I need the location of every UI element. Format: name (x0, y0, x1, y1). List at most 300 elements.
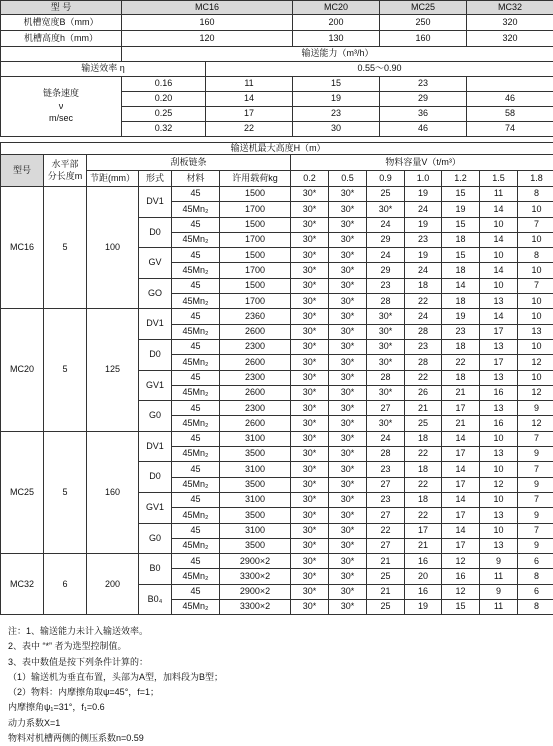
max-height: 16 (405, 554, 442, 569)
max-height: 27 (367, 508, 405, 523)
allowable-load: 2900×2 (220, 584, 291, 599)
material: 45Mn₂ (172, 447, 220, 462)
max-height: 10 (480, 523, 518, 538)
efficiency-row (1, 62, 553, 77)
allowable-load: 2600 (220, 385, 291, 400)
max-height: 14 (480, 309, 518, 324)
capacity-value: 58 (467, 107, 553, 122)
capacity-value: 11 (206, 77, 293, 92)
allowable-load: 3300×2 (220, 600, 291, 615)
max-height: 6 (518, 554, 553, 569)
max-height: 30* (329, 431, 367, 446)
horizontal-length: 5 (44, 309, 87, 431)
max-height: 17 (442, 401, 480, 416)
max-height: 8 (518, 600, 553, 615)
max-height: 10 (518, 309, 553, 324)
data-row (1, 554, 553, 569)
max-height: 12 (442, 584, 480, 599)
top-table-body (1, 1, 553, 137)
max-height: 30* (329, 447, 367, 462)
max-height: 30* (291, 492, 329, 507)
max-height: 30* (291, 569, 329, 584)
max-height: 12 (518, 416, 553, 431)
max-height: 11 (480, 569, 518, 584)
material: 45Mn₂ (172, 385, 220, 400)
max-height: 30* (329, 569, 367, 584)
spec-label: 机槽高度h（mm） (1, 31, 122, 47)
max-height: 23 (405, 339, 442, 354)
blank-cell (1, 47, 122, 62)
material: 45Mn₂ (172, 538, 220, 553)
max-height: 28 (405, 324, 442, 339)
max-height: 14 (442, 431, 480, 446)
max-height: 23 (405, 232, 442, 247)
allowable-load: 1500 (220, 278, 291, 293)
max-height: 30* (367, 385, 405, 400)
capacity-value: 15 (293, 77, 380, 92)
max-height: 19 (442, 202, 480, 217)
chain-form: GV1 (139, 370, 172, 401)
max-height: 15 (442, 217, 480, 232)
max-height: 30* (291, 523, 329, 538)
horizontal-length: 6 (44, 554, 87, 615)
max-height-table (0, 142, 553, 615)
pitch-title: 节距(mm） (87, 171, 139, 187)
max-height: 30* (329, 385, 367, 400)
max-height: 30* (329, 416, 367, 431)
chain-form: DV1 (139, 431, 172, 462)
spec-value: 120 (122, 31, 293, 47)
material: 45 (172, 554, 220, 569)
material: 45 (172, 584, 220, 599)
scraper-chain-title: 刮板链条 (87, 155, 291, 171)
max-height: 25 (367, 187, 405, 202)
chain-form: B0₄ (139, 584, 172, 615)
max-height: 30* (291, 416, 329, 431)
max-height: 25 (405, 416, 442, 431)
allowable-load: 3500 (220, 477, 291, 492)
max-height: 15 (442, 248, 480, 263)
capacity-value: 14 (206, 92, 293, 107)
max-height: 10 (518, 232, 553, 247)
max-height: 30* (329, 278, 367, 293)
capacity-value: 23 (380, 77, 467, 92)
max-height: 30* (291, 554, 329, 569)
note-line: 注：1、输送能力未计入输送效率。 (8, 624, 223, 639)
max-height: 29 (367, 263, 405, 278)
max-height: 7 (518, 492, 553, 507)
max-height: 16 (442, 569, 480, 584)
max-height: 18 (405, 492, 442, 507)
max-height: 30* (291, 187, 329, 202)
max-height: 17 (442, 538, 480, 553)
max-height: 9 (518, 401, 553, 416)
max-height: 30* (329, 263, 367, 278)
max-height: 19 (442, 309, 480, 324)
max-height: 28 (405, 355, 442, 370)
max-height: 29 (367, 232, 405, 247)
max-height: 18 (405, 462, 442, 477)
max-height: 13 (480, 401, 518, 416)
max-height: 17 (442, 447, 480, 462)
allowable-load: 1500 (220, 187, 291, 202)
model-name: MC32 (1, 554, 44, 615)
max-height: 30* (329, 294, 367, 309)
max-height: 13 (480, 294, 518, 309)
max-height: 18 (442, 232, 480, 247)
max-height: 21 (405, 401, 442, 416)
max-height: 30* (291, 508, 329, 523)
max-height: 30* (367, 202, 405, 217)
material-capacity-title: 物料容量V（t/m³） (291, 155, 553, 171)
chain-form: G0 (139, 523, 172, 554)
max-height: 9 (518, 447, 553, 462)
max-height: 11 (480, 600, 518, 615)
max-height: 30* (329, 554, 367, 569)
max-height: 17 (442, 477, 480, 492)
max-height: 30* (367, 355, 405, 370)
capacity-value (467, 77, 553, 92)
allowable-load: 1500 (220, 217, 291, 232)
pitch-value: 200 (87, 554, 139, 615)
max-height: 13 (480, 447, 518, 462)
max-height: 24 (405, 309, 442, 324)
max-height: 16 (405, 584, 442, 599)
max-height: 21 (367, 554, 405, 569)
capacity-value: 36 (380, 107, 467, 122)
speed-value: 0.20 (122, 92, 206, 107)
max-height: 24 (405, 202, 442, 217)
max-height: 30* (291, 385, 329, 400)
max-height: 30* (367, 324, 405, 339)
spec-value: 320 (467, 31, 553, 47)
max-height: 19 (405, 248, 442, 263)
model-header: 型 号 (1, 1, 122, 15)
max-height: 10 (518, 202, 553, 217)
spec-row (1, 15, 553, 31)
model-name: MC25 (1, 431, 44, 553)
max-height: 22 (405, 508, 442, 523)
allowable-load: 3100 (220, 523, 291, 538)
max-height: 7 (518, 462, 553, 477)
note-line: 内摩擦角ψ₁=31°，f₁=0.6 (8, 700, 223, 715)
chain-form: B0 (139, 554, 172, 585)
height-title: 输送机最大高度H（m） (1, 143, 553, 155)
material: 45Mn₂ (172, 477, 220, 492)
spec-value: 250 (380, 15, 467, 31)
max-height: 30* (329, 324, 367, 339)
capacity-value: 17 (206, 107, 293, 122)
max-height: 23 (367, 492, 405, 507)
max-height: 30* (291, 401, 329, 416)
speed-label-line: ν (1, 102, 121, 111)
max-height: 8 (518, 187, 553, 202)
max-height: 30* (291, 584, 329, 599)
max-height: 27 (367, 401, 405, 416)
chain-form: D0 (139, 462, 172, 493)
max-height: 19 (405, 187, 442, 202)
allowable-load: 2300 (220, 401, 291, 416)
max-height: 23 (367, 462, 405, 477)
allowable-load: 3500 (220, 447, 291, 462)
max-height: 28 (367, 370, 405, 385)
max-height: 12 (442, 554, 480, 569)
max-height: 10 (518, 263, 553, 278)
max-height: 10 (518, 339, 553, 354)
max-height: 22 (405, 477, 442, 492)
max-height: 24 (367, 248, 405, 263)
max-height: 30* (291, 263, 329, 278)
height-title-row (1, 143, 553, 155)
allowable-load: 3500 (220, 508, 291, 523)
material: 45Mn₂ (172, 294, 220, 309)
material: 45Mn₂ (172, 232, 220, 247)
max-height: 30* (291, 324, 329, 339)
allowable-load: 2600 (220, 355, 291, 370)
allowable-load: 1500 (220, 248, 291, 263)
max-height: 30* (329, 339, 367, 354)
max-height: 15 (442, 600, 480, 615)
max-height: 21 (405, 538, 442, 553)
spec-value: 160 (380, 31, 467, 47)
max-height: 10 (480, 462, 518, 477)
form-title: 形式 (139, 171, 172, 187)
max-height: 22 (442, 355, 480, 370)
allowable-load: 3500 (220, 538, 291, 553)
max-height: 30* (291, 202, 329, 217)
horizontal-length: 5 (44, 187, 87, 309)
speed-label-line: m/sec (1, 114, 121, 123)
material: 45 (172, 462, 220, 477)
max-height: 16 (480, 385, 518, 400)
max-height: 30* (329, 248, 367, 263)
allowable-load: 3100 (220, 462, 291, 477)
allowable-load: 2600 (220, 324, 291, 339)
max-height: 9 (480, 584, 518, 599)
efficiency-label: 输送效率 η (1, 62, 206, 77)
max-height: 28 (367, 294, 405, 309)
max-height: 30* (291, 339, 329, 354)
max-height: 30* (291, 431, 329, 446)
capacity-value: 46 (380, 122, 467, 137)
spec-row (1, 31, 553, 47)
model-col-header: MC32 (467, 1, 553, 15)
model-col-header: MC25 (380, 1, 467, 15)
max-height: 30* (329, 584, 367, 599)
capacity-title-row (1, 47, 553, 62)
capacity-density: 0.5 (329, 171, 367, 187)
horizontal-length-title (44, 155, 87, 187)
max-height: 22 (405, 447, 442, 462)
allowable-load: 3100 (220, 431, 291, 446)
max-height: 10 (480, 248, 518, 263)
max-height: 30* (329, 202, 367, 217)
notes (8, 624, 223, 746)
max-height: 30* (291, 477, 329, 492)
max-height: 9 (518, 477, 553, 492)
max-height: 18 (442, 370, 480, 385)
material: 45 (172, 492, 220, 507)
max-height: 30* (291, 462, 329, 477)
max-height: 7 (518, 523, 553, 538)
max-height: 30* (329, 508, 367, 523)
max-height: 24 (367, 431, 405, 446)
horizontal-length-title-line: 分长度m (44, 172, 86, 181)
max-height: 18 (405, 431, 442, 446)
allowable-load: 1700 (220, 263, 291, 278)
max-height: 30* (329, 523, 367, 538)
chain-form: GV (139, 248, 172, 279)
material: 45 (172, 339, 220, 354)
max-height: 19 (405, 217, 442, 232)
note-line: 2、表中 “*” 者为选型控制值。 (8, 639, 223, 654)
capacity-value: 29 (380, 92, 467, 107)
max-height: 13 (480, 370, 518, 385)
max-height: 23 (367, 278, 405, 293)
capacity-value: 23 (293, 107, 380, 122)
note-line: 动力系数X=1 (8, 716, 223, 731)
allowable-load: 1700 (220, 202, 291, 217)
max-height: 13 (518, 324, 553, 339)
max-height: 23 (442, 324, 480, 339)
max-height: 7 (518, 278, 553, 293)
max-height: 22 (405, 294, 442, 309)
max-height: 18 (442, 263, 480, 278)
max-height: 13 (480, 538, 518, 553)
max-height: 19 (405, 600, 442, 615)
chain-form: D0 (139, 339, 172, 370)
max-height: 12 (518, 355, 553, 370)
capacity-density: 1.0 (405, 171, 442, 187)
max-height: 30* (291, 248, 329, 263)
main-header-row (1, 155, 553, 171)
max-height: 12 (518, 385, 553, 400)
max-height: 30* (367, 416, 405, 431)
material: 45 (172, 370, 220, 385)
max-height: 27 (367, 477, 405, 492)
capacity-value: 22 (206, 122, 293, 137)
max-height: 26 (405, 385, 442, 400)
material: 45Mn₂ (172, 355, 220, 370)
max-height: 14 (480, 202, 518, 217)
material: 45Mn₂ (172, 202, 220, 217)
speed-label (1, 77, 122, 137)
speed-label-line: 链条速度 (1, 89, 121, 98)
dimensions-capacity-table (0, 0, 553, 137)
capacity-density: 0.9 (367, 171, 405, 187)
max-height: 20 (405, 569, 442, 584)
spec-value: 200 (293, 15, 380, 31)
max-height: 25 (367, 600, 405, 615)
capacity-density: 1.2 (442, 171, 480, 187)
max-height: 30* (329, 401, 367, 416)
max-height: 10 (518, 294, 553, 309)
max-height: 14 (442, 523, 480, 538)
max-height: 10 (480, 431, 518, 446)
model-name: MC20 (1, 309, 44, 431)
max-height: 30* (329, 492, 367, 507)
pitch-value: 100 (87, 187, 139, 309)
speed-value: 0.25 (122, 107, 206, 122)
allowable-load: 1700 (220, 232, 291, 247)
max-height: 30* (329, 217, 367, 232)
max-height: 30* (291, 600, 329, 615)
chain-form: D0 (139, 217, 172, 248)
spec-value: 320 (467, 15, 553, 31)
max-height: 13 (480, 339, 518, 354)
capacity-density: 1.8 (518, 171, 553, 187)
max-height: 7 (518, 431, 553, 446)
max-height: 27 (367, 538, 405, 553)
max-height: 30* (329, 187, 367, 202)
max-height: 14 (442, 278, 480, 293)
max-height: 8 (518, 248, 553, 263)
speed-row (1, 77, 553, 92)
material: 45Mn₂ (172, 508, 220, 523)
max-height: 9 (518, 508, 553, 523)
max-height: 13 (480, 508, 518, 523)
material: 45 (172, 309, 220, 324)
max-height: 17 (442, 508, 480, 523)
max-height: 14 (442, 492, 480, 507)
spec-value: 130 (293, 31, 380, 47)
max-height: 30* (367, 309, 405, 324)
allowable-load: 1700 (220, 294, 291, 309)
max-height: 18 (442, 339, 480, 354)
max-height: 30* (367, 339, 405, 354)
material: 45 (172, 248, 220, 263)
speed-value: 0.16 (122, 77, 206, 92)
allowable-load: 3300×2 (220, 569, 291, 584)
allowable-load: 2300 (220, 339, 291, 354)
pitch-value: 160 (87, 431, 139, 553)
material: 45 (172, 217, 220, 232)
max-height: 10 (480, 278, 518, 293)
allowable-load: 2600 (220, 416, 291, 431)
horizontal-length: 5 (44, 431, 87, 553)
max-height: 30* (291, 447, 329, 462)
chain-form: GV1 (139, 492, 172, 523)
data-row (1, 431, 553, 446)
allowable-load-title: 许用载荷kg (220, 171, 291, 187)
note-line: （2）物料：内摩擦角取ψ=45°，f=1； (8, 685, 223, 700)
spec-label: 机槽宽度B（mm） (1, 15, 122, 31)
max-height: 30* (329, 232, 367, 247)
max-height: 10 (480, 217, 518, 232)
max-height: 30* (291, 278, 329, 293)
max-height: 10 (480, 492, 518, 507)
capacity-value: 74 (467, 122, 553, 137)
material: 45Mn₂ (172, 324, 220, 339)
material: 45Mn₂ (172, 569, 220, 584)
model-name: MC16 (1, 187, 44, 309)
max-height: 28 (367, 447, 405, 462)
spec-value: 160 (122, 15, 293, 31)
max-height: 17 (480, 324, 518, 339)
max-height: 30* (329, 355, 367, 370)
allowable-load: 2360 (220, 309, 291, 324)
max-height: 6 (518, 584, 553, 599)
allowable-load: 3100 (220, 492, 291, 507)
pitch-value: 125 (87, 309, 139, 431)
material: 45Mn₂ (172, 600, 220, 615)
efficiency-value: 0.55～0.90 (206, 62, 553, 77)
max-height: 25 (367, 569, 405, 584)
max-height: 30* (329, 309, 367, 324)
max-height: 30* (291, 355, 329, 370)
max-height: 30* (329, 600, 367, 615)
capacity-density: 1.5 (480, 171, 518, 187)
